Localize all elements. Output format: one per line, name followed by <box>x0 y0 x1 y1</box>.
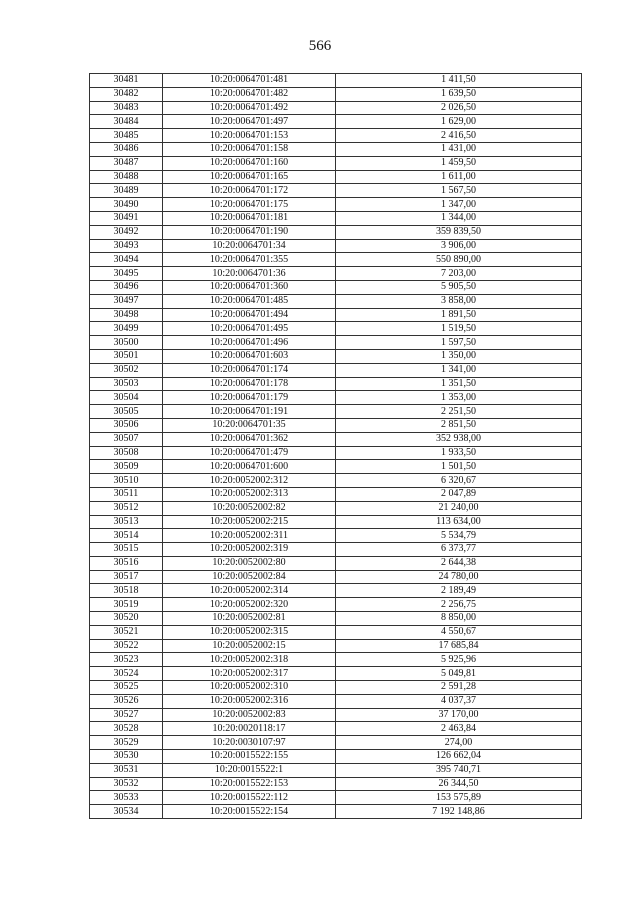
table-row <box>90 805 582 819</box>
cadastral-number-cell: 10:20:0052002:315 <box>163 625 336 639</box>
cadastral-number-cell: 10:20:0052002:81 <box>163 612 336 626</box>
table-row <box>90 405 582 419</box>
table-row <box>90 708 582 722</box>
value-cell: 1 611,00 <box>336 170 582 184</box>
value-cell: 1 567,50 <box>336 184 582 198</box>
value-cell: 2 189,49 <box>336 584 582 598</box>
row-number-cell: 30499 <box>90 322 163 336</box>
cadastral-number-cell: 10:20:0064701:153 <box>163 129 336 143</box>
row-number-cell: 30530 <box>90 750 163 764</box>
table-row <box>90 322 582 336</box>
table-row <box>90 667 582 681</box>
cadastral-number-cell: 10:20:0052002:83 <box>163 708 336 722</box>
cadastral-number-cell: 10:20:0030107:97 <box>163 736 336 750</box>
table-row <box>90 129 582 143</box>
table-row <box>90 556 582 570</box>
value-cell: 2 251,50 <box>336 405 582 419</box>
row-number-cell: 30527 <box>90 708 163 722</box>
cadastral-number-cell: 10:20:0015522:154 <box>163 805 336 819</box>
row-number-cell: 30505 <box>90 405 163 419</box>
table-row <box>90 87 582 101</box>
value-cell: 359 839,50 <box>336 225 582 239</box>
row-number-cell: 30525 <box>90 681 163 695</box>
table-row <box>90 653 582 667</box>
value-cell: 4 550,67 <box>336 625 582 639</box>
row-number-cell: 30516 <box>90 556 163 570</box>
table-row <box>90 474 582 488</box>
cadastral-number-cell: 10:20:0064701:492 <box>163 101 336 115</box>
row-number-cell: 30513 <box>90 515 163 529</box>
value-cell: 113 634,00 <box>336 515 582 529</box>
table-row <box>90 722 582 736</box>
cadastral-number-cell: 10:20:0064701:360 <box>163 280 336 294</box>
value-cell: 1 933,50 <box>336 446 582 460</box>
cadastral-number-cell: 10:20:0015522:153 <box>163 777 336 791</box>
table-row <box>90 681 582 695</box>
table-row <box>90 487 582 501</box>
row-number-cell: 30507 <box>90 432 163 446</box>
cadastral-number-cell: 10:20:0064701:481 <box>163 74 336 88</box>
value-cell: 2 026,50 <box>336 101 582 115</box>
table-row <box>90 432 582 446</box>
table-row <box>90 239 582 253</box>
value-cell: 395 740,71 <box>336 763 582 777</box>
value-cell: 274,00 <box>336 736 582 750</box>
value-cell: 2 591,28 <box>336 681 582 695</box>
row-number-cell: 30504 <box>90 391 163 405</box>
cadastral-number-cell: 10:20:0064701:181 <box>163 211 336 225</box>
value-cell: 1 597,50 <box>336 336 582 350</box>
row-number-cell: 30520 <box>90 612 163 626</box>
table-body <box>90 74 582 819</box>
cadastral-number-cell: 10:20:0015522:1 <box>163 763 336 777</box>
table-row <box>90 363 582 377</box>
value-cell: 24 780,00 <box>336 570 582 584</box>
value-cell: 37 170,00 <box>336 708 582 722</box>
table-row <box>90 391 582 405</box>
table-row <box>90 253 582 267</box>
cadastral-number-cell: 10:20:0064701:179 <box>163 391 336 405</box>
row-number-cell: 30501 <box>90 349 163 363</box>
value-cell: 3 858,00 <box>336 294 582 308</box>
cadastral-number-cell: 10:20:0015522:155 <box>163 750 336 764</box>
cadastral-number-cell: 10:20:0064701:355 <box>163 253 336 267</box>
row-number-cell: 30485 <box>90 129 163 143</box>
row-number-cell: 30517 <box>90 570 163 584</box>
cadastral-number-cell: 10:20:0052002:320 <box>163 598 336 612</box>
table-row <box>90 763 582 777</box>
table-row <box>90 598 582 612</box>
table-row <box>90 529 582 543</box>
value-cell: 6 320,67 <box>336 474 582 488</box>
table-row <box>90 639 582 653</box>
table-row <box>90 543 582 557</box>
row-number-cell: 30491 <box>90 211 163 225</box>
row-number-cell: 30495 <box>90 267 163 281</box>
value-cell: 1 501,50 <box>336 460 582 474</box>
row-number-cell: 30488 <box>90 170 163 184</box>
value-cell: 1 347,00 <box>336 198 582 212</box>
row-number-cell: 30498 <box>90 308 163 322</box>
table-row <box>90 460 582 474</box>
value-cell: 1 891,50 <box>336 308 582 322</box>
value-cell: 126 662,04 <box>336 750 582 764</box>
value-cell: 2 463,84 <box>336 722 582 736</box>
value-cell: 1 341,00 <box>336 363 582 377</box>
row-number-cell: 30481 <box>90 74 163 88</box>
table-row <box>90 501 582 515</box>
value-cell: 1 519,50 <box>336 322 582 336</box>
value-cell: 7 192 148,86 <box>336 805 582 819</box>
table-row <box>90 515 582 529</box>
table-row <box>90 198 582 212</box>
table-row <box>90 349 582 363</box>
row-number-cell: 30531 <box>90 763 163 777</box>
cadastral-number-cell: 10:20:0064701:494 <box>163 308 336 322</box>
row-number-cell: 30500 <box>90 336 163 350</box>
row-number-cell: 30526 <box>90 694 163 708</box>
table-row <box>90 170 582 184</box>
value-cell: 1 353,00 <box>336 391 582 405</box>
cadastral-number-cell: 10:20:0064701:175 <box>163 198 336 212</box>
row-number-cell: 30519 <box>90 598 163 612</box>
cadastral-number-cell: 10:20:0015522:112 <box>163 791 336 805</box>
cadastral-number-cell: 10:20:0064701:191 <box>163 405 336 419</box>
cadastral-number-cell: 10:20:0064701:36 <box>163 267 336 281</box>
table-row <box>90 694 582 708</box>
row-number-cell: 30496 <box>90 280 163 294</box>
table-row <box>90 446 582 460</box>
row-number-cell: 30492 <box>90 225 163 239</box>
cadastral-number-cell: 10:20:0052002:313 <box>163 487 336 501</box>
row-number-cell: 30532 <box>90 777 163 791</box>
row-number-cell: 30534 <box>90 805 163 819</box>
cadastral-number-cell: 10:20:0052002:318 <box>163 653 336 667</box>
cadastral-number-cell: 10:20:0052002:84 <box>163 570 336 584</box>
value-cell: 2 851,50 <box>336 418 582 432</box>
row-number-cell: 30503 <box>90 377 163 391</box>
cadastral-number-cell: 10:20:0064701:165 <box>163 170 336 184</box>
value-cell: 5 534,79 <box>336 529 582 543</box>
cadastral-number-cell: 10:20:0064701:496 <box>163 336 336 350</box>
cadastral-number-cell: 10:20:0064701:178 <box>163 377 336 391</box>
value-cell: 2 047,89 <box>336 487 582 501</box>
cadastral-number-cell: 10:20:0020118:17 <box>163 722 336 736</box>
table-row <box>90 336 582 350</box>
value-cell: 7 203,00 <box>336 267 582 281</box>
table-row <box>90 570 582 584</box>
value-cell: 3 906,00 <box>336 239 582 253</box>
cadastral-number-cell: 10:20:0052002:319 <box>163 543 336 557</box>
cadastral-number-cell: 10:20:0052002:312 <box>163 474 336 488</box>
value-cell: 5 925,96 <box>336 653 582 667</box>
table-row <box>90 418 582 432</box>
row-number-cell: 30486 <box>90 142 163 156</box>
row-number-cell: 30515 <box>90 543 163 557</box>
row-number-cell: 30528 <box>90 722 163 736</box>
row-number-cell: 30502 <box>90 363 163 377</box>
row-number-cell: 30509 <box>90 460 163 474</box>
row-number-cell: 30529 <box>90 736 163 750</box>
value-cell: 2 644,38 <box>336 556 582 570</box>
cadastral-number-cell: 10:20:0064701:172 <box>163 184 336 198</box>
value-cell: 4 037,37 <box>336 694 582 708</box>
table-row <box>90 791 582 805</box>
cadastral-number-cell: 10:20:0064701:603 <box>163 349 336 363</box>
table-row <box>90 225 582 239</box>
value-cell: 6 373,77 <box>336 543 582 557</box>
table-row <box>90 142 582 156</box>
cadastral-number-cell: 10:20:0064701:34 <box>163 239 336 253</box>
table-row <box>90 377 582 391</box>
value-cell: 550 890,00 <box>336 253 582 267</box>
cadastral-number-cell: 10:20:0052002:215 <box>163 515 336 529</box>
cadastral-number-cell: 10:20:0052002:317 <box>163 667 336 681</box>
cadastral-number-cell: 10:20:0064701:495 <box>163 322 336 336</box>
value-cell: 1 351,50 <box>336 377 582 391</box>
cadastral-number-cell: 10:20:0052002:316 <box>163 694 336 708</box>
cadastral-number-cell: 10:20:0064701:482 <box>163 87 336 101</box>
value-cell: 1 629,00 <box>336 115 582 129</box>
value-cell: 1 344,00 <box>336 211 582 225</box>
table-row <box>90 156 582 170</box>
table-row <box>90 308 582 322</box>
row-number-cell: 30510 <box>90 474 163 488</box>
row-number-cell: 30483 <box>90 101 163 115</box>
cadastral-number-cell: 10:20:0064701:158 <box>163 142 336 156</box>
row-number-cell: 30521 <box>90 625 163 639</box>
row-number-cell: 30508 <box>90 446 163 460</box>
cadastral-number-cell: 10:20:0064701:190 <box>163 225 336 239</box>
table-row <box>90 101 582 115</box>
cadastral-number-cell: 10:20:0064701:160 <box>163 156 336 170</box>
row-number-cell: 30506 <box>90 418 163 432</box>
table-row <box>90 267 582 281</box>
table-row <box>90 280 582 294</box>
value-cell: 2 416,50 <box>336 129 582 143</box>
row-number-cell: 30511 <box>90 487 163 501</box>
row-number-cell: 30493 <box>90 239 163 253</box>
row-number-cell: 30522 <box>90 639 163 653</box>
value-cell: 5 049,81 <box>336 667 582 681</box>
table-row <box>90 184 582 198</box>
table-row <box>90 115 582 129</box>
table-row <box>90 777 582 791</box>
value-cell: 21 240,00 <box>336 501 582 515</box>
cadastral-number-cell: 10:20:0052002:15 <box>163 639 336 653</box>
row-number-cell: 30482 <box>90 87 163 101</box>
row-number-cell: 30523 <box>90 653 163 667</box>
row-number-cell: 30484 <box>90 115 163 129</box>
table-row <box>90 294 582 308</box>
cadastral-number-cell: 10:20:0064701:362 <box>163 432 336 446</box>
row-number-cell: 30524 <box>90 667 163 681</box>
row-number-cell: 30489 <box>90 184 163 198</box>
cadastral-number-cell: 10:20:0052002:314 <box>163 584 336 598</box>
row-number-cell: 30518 <box>90 584 163 598</box>
cadastral-value-table <box>89 73 582 819</box>
cadastral-number-cell: 10:20:0052002:310 <box>163 681 336 695</box>
row-number-cell: 30490 <box>90 198 163 212</box>
value-cell: 26 344,50 <box>336 777 582 791</box>
value-cell: 17 685,84 <box>336 639 582 653</box>
row-number-cell: 30494 <box>90 253 163 267</box>
row-number-cell: 30533 <box>90 791 163 805</box>
value-cell: 1 459,50 <box>336 156 582 170</box>
page-number: 566 <box>308 38 332 54</box>
table-row <box>90 612 582 626</box>
table-row <box>90 750 582 764</box>
value-cell: 153 575,89 <box>336 791 582 805</box>
value-cell: 1 639,50 <box>336 87 582 101</box>
value-cell: 5 905,50 <box>336 280 582 294</box>
cadastral-number-cell: 10:20:0052002:80 <box>163 556 336 570</box>
cadastral-number-cell: 10:20:0064701:497 <box>163 115 336 129</box>
table-row <box>90 736 582 750</box>
row-number-cell: 30487 <box>90 156 163 170</box>
cadastral-number-cell: 10:20:0052002:82 <box>163 501 336 515</box>
value-cell: 1 350,00 <box>336 349 582 363</box>
table-row <box>90 625 582 639</box>
row-number-cell: 30514 <box>90 529 163 543</box>
row-number-cell: 30512 <box>90 501 163 515</box>
table-row <box>90 74 582 88</box>
value-cell: 352 938,00 <box>336 432 582 446</box>
value-cell: 1 431,00 <box>336 142 582 156</box>
cadastral-number-cell: 10:20:0064701:600 <box>163 460 336 474</box>
row-number-cell: 30497 <box>90 294 163 308</box>
cadastral-number-cell: 10:20:0052002:311 <box>163 529 336 543</box>
cadastral-number-cell: 10:20:0064701:35 <box>163 418 336 432</box>
cadastral-number-cell: 10:20:0064701:485 <box>163 294 336 308</box>
table-row <box>90 211 582 225</box>
value-cell: 8 850,00 <box>336 612 582 626</box>
cadastral-number-cell: 10:20:0064701:479 <box>163 446 336 460</box>
value-cell: 2 256,75 <box>336 598 582 612</box>
value-cell: 1 411,50 <box>336 74 582 88</box>
cadastral-number-cell: 10:20:0064701:174 <box>163 363 336 377</box>
table-row <box>90 584 582 598</box>
